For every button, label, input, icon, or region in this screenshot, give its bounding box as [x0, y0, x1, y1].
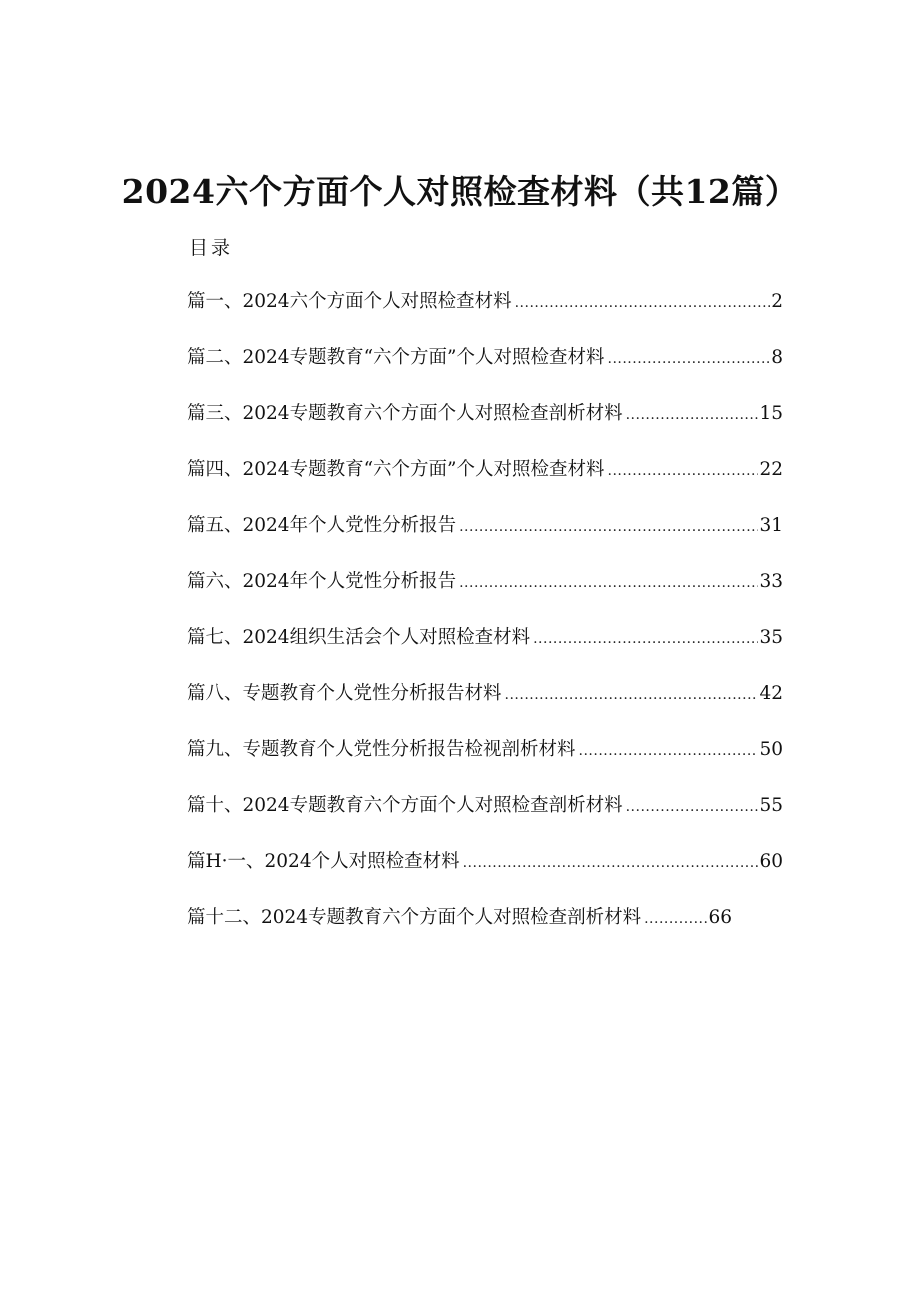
toc-entry-page: 33 [759, 571, 783, 592]
toc-entry-page: 66 [708, 907, 732, 928]
toc-entry-page: 50 [759, 739, 783, 760]
toc-entry-7[interactable] [187, 622, 783, 678]
toc-entry-page: 31 [759, 515, 783, 536]
toc-entry-label: 篇H·一、2024个人对照检查材料 [187, 851, 460, 872]
toc-entry-page: 22 [759, 459, 783, 480]
toc-entry-11[interactable] [187, 846, 783, 902]
toc-dot-leader [608, 455, 759, 487]
toc-dot-leader [626, 791, 759, 823]
toc-dot-leader [608, 343, 771, 375]
toc-heading: 目录 [189, 237, 234, 259]
toc-entry-page: 2 [771, 291, 783, 312]
toc-entry-5[interactable] [187, 510, 783, 566]
toc-dot-leader [459, 567, 758, 599]
toc-dot-leader [644, 903, 707, 935]
toc-dot-leader [459, 511, 758, 543]
toc-entry-page: 8 [771, 347, 783, 368]
toc-entry-page: 42 [759, 683, 783, 704]
toc-entry-label: 篇十二、2024专题教育六个方面个人对照检查剖析材料 [187, 907, 642, 928]
toc-entry-12[interactable] [187, 902, 732, 958]
toc-dot-leader [533, 623, 758, 655]
toc-entry-page: 60 [759, 851, 783, 872]
toc-dot-leader [579, 735, 759, 767]
toc-entry-label: 篇五、2024年个人党性分析报告 [187, 515, 457, 536]
toc-dot-leader [515, 287, 771, 319]
document-title: 2024六个方面个人对照检查材料（共12篇） [121, 172, 799, 212]
toc-entry-page: 55 [759, 795, 783, 816]
toc-entry-label: 篇八、专题教育个人党性分析报告材料 [187, 683, 502, 704]
toc-entry-1[interactable] [187, 286, 783, 342]
toc-dot-leader [505, 679, 759, 711]
toc-entry-page: 15 [759, 403, 783, 424]
toc-entry-3[interactable] [187, 398, 783, 454]
toc-entry-label: 篇四、2024专题教育“六个方面”个人对照检查材料 [187, 459, 605, 480]
toc-entry-label: 篇九、专题教育个人党性分析报告检视剖析材料 [187, 739, 576, 760]
toc-entry-10[interactable] [187, 790, 783, 846]
toc-dot-leader [463, 847, 759, 879]
toc-entry-4[interactable] [187, 454, 783, 510]
toc-entry-9[interactable] [187, 734, 783, 790]
toc-entry-label: 篇一、2024六个方面个人对照检查材料 [187, 291, 512, 312]
toc-entry-label: 篇十、2024专题教育六个方面个人对照检查剖析材料 [187, 795, 623, 816]
toc-entry-8[interactable] [187, 678, 783, 734]
toc-entry-6[interactable] [187, 566, 783, 622]
toc-entry-label: 篇二、2024专题教育“六个方面”个人对照检查材料 [187, 347, 605, 368]
toc-entry-label: 篇三、2024专题教育六个方面个人对照检查剖析材料 [187, 403, 623, 424]
toc-entry-label: 篇七、2024组织生活会个人对照检查材料 [187, 627, 531, 648]
toc-entry-label: 篇六、2024年个人党性分析报告 [187, 571, 457, 592]
toc-entry-2[interactable] [187, 342, 783, 398]
table-of-contents [187, 286, 783, 958]
toc-dot-leader [626, 399, 759, 431]
toc-entry-page: 35 [759, 627, 783, 648]
